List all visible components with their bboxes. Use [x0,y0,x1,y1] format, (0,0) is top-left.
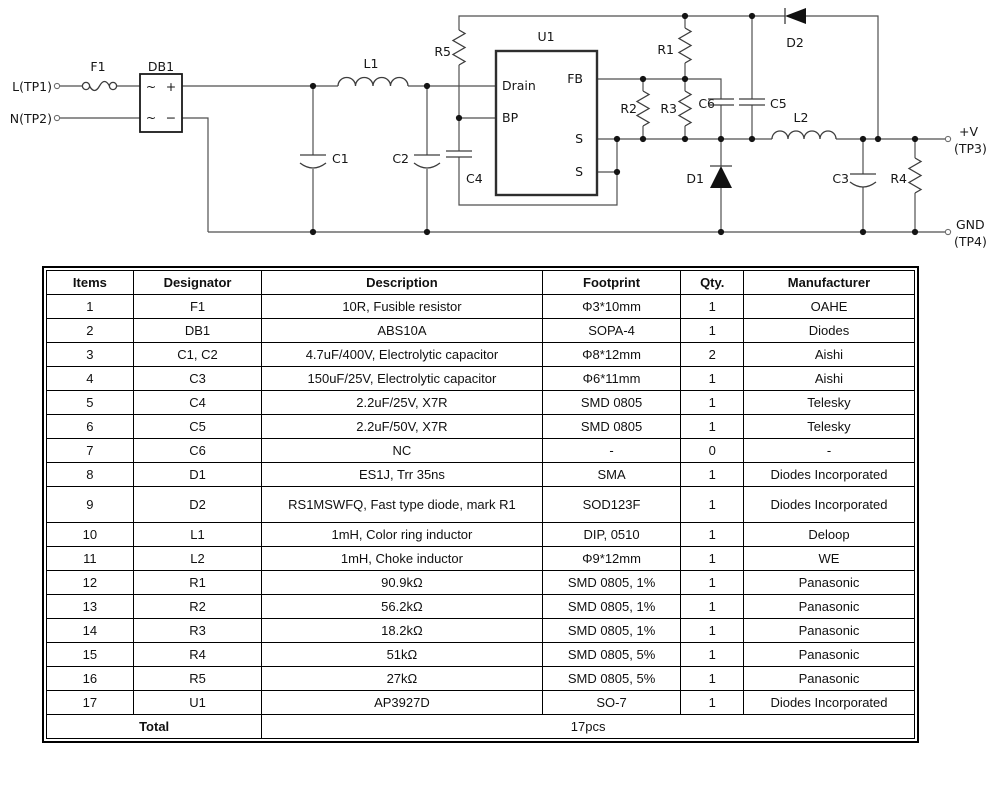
cell-description: 51kΩ [262,643,542,667]
resistor-r2-zigzag [637,91,649,126]
cell-footprint: SMD 0805 [542,391,681,415]
component-label-c2: C2 [392,151,409,166]
cell-manufacturer: Telesky [743,415,914,439]
resistor-r3-zigzag [679,91,691,126]
col-header-designator: Designator [133,271,261,295]
cell-designator: L1 [133,523,261,547]
cell-description: RS1MSWFQ, Fast type diode, mark R1 [262,487,542,523]
component-label-c4: C4 [466,171,483,186]
cell-qty: 1 [681,619,743,643]
fuse-element [90,82,110,91]
fuse-f1 [82,59,116,91]
cell-items: 5 [47,391,134,415]
cell-designator: C3 [133,367,261,391]
col-header-manufacturer: Manufacturer [743,271,914,295]
inductor-l1 [338,56,408,86]
pin-label-s2: S [575,164,583,179]
table-row [47,415,915,439]
cell-description: 2.2uF/25V, X7R [262,391,542,415]
cell-designator: D1 [133,463,261,487]
cell-items: 2 [47,319,134,343]
cell-description: NC [262,439,542,463]
cell-footprint: SOPA-4 [542,319,681,343]
cell-qty: 1 [681,595,743,619]
component-label-r5: R5 [434,44,451,59]
cell-footprint: SMD 0805, 1% [542,571,681,595]
cell-manufacturer: - [743,439,914,463]
bom-table-frame [42,266,919,743]
cell-designator: U1 [133,691,261,715]
component-label-c3: C3 [832,171,849,186]
cell-items: 11 [47,547,134,571]
cell-designator: C1, C2 [133,343,261,367]
cell-footprint: SMD 0805 [542,415,681,439]
component-label-r2: R2 [620,101,637,116]
cell-manufacturer: WE [743,547,914,571]
cell-footprint: DIP, 0510 [542,523,681,547]
d2-triangle [785,8,806,24]
cell-designator: R3 [133,619,261,643]
cell-manufacturer: Diodes Incorporated [743,691,914,715]
terminal-label-tp3: (TP3) [954,141,987,156]
component-label-c5: C5 [770,96,787,111]
cell-manufacturer: Panasonic [743,667,914,691]
table-row [47,295,915,319]
cell-qty: 1 [681,547,743,571]
cell-designator: R5 [133,667,261,691]
cell-designator: C4 [133,391,261,415]
component-label-d1: D1 [686,171,704,186]
cell-qty: 1 [681,319,743,343]
terminal-n-tp2 [54,115,59,120]
cell-manufacturer: Deloop [743,523,914,547]
cell-manufacturer: OAHE [743,295,914,319]
cell-items: 13 [47,595,134,619]
capacitor-c4 [446,151,483,186]
cell-footprint: SMD 0805, 1% [542,595,681,619]
terminal-gnd-tp4 [945,229,950,234]
resistor-r3 [660,91,691,126]
table-row [47,391,915,415]
cell-designator: C5 [133,415,261,439]
cell-manufacturer: Panasonic [743,643,914,667]
col-header-items: Items [47,271,134,295]
component-label-u1: U1 [537,29,555,44]
bom-header-row [47,271,915,295]
table-row [47,547,915,571]
cell-designator: R1 [133,571,261,595]
bridge-ac1-mark: ~ [145,79,157,94]
cell-footprint: SMD 0805, 5% [542,643,681,667]
col-header-footprint: Footprint [542,271,681,295]
cell-qty: 0 [681,439,743,463]
table-row [47,463,915,487]
cell-manufacturer: Panasonic [743,595,914,619]
fuse-terminal-right [109,82,116,89]
bridge-db1 [140,59,182,132]
cell-designator: R4 [133,643,261,667]
cell-qty: 1 [681,415,743,439]
cell-items: 4 [47,367,134,391]
cell-designator: F1 [133,295,261,319]
bom-table [46,270,915,739]
cell-designator: L2 [133,547,261,571]
cell-description: 56.2kΩ [262,595,542,619]
table-row [47,319,915,343]
circuit-schematic [0,0,998,260]
resistor-r2 [620,91,649,126]
terminal-l-tp1 [54,83,59,88]
cell-manufacturer: Diodes Incorporated [743,463,914,487]
cell-items: 8 [47,463,134,487]
cell-description: 1mH, Choke inductor [262,547,542,571]
resistor-r4 [890,158,921,193]
table-row [47,595,915,619]
d1-triangle [710,166,732,188]
col-header-qty: Qty. [681,271,743,295]
cell-items: 1 [47,295,134,319]
capacitor-c3 [832,171,876,187]
cell-manufacturer: Aishi [743,367,914,391]
ic-u1 [496,29,597,195]
cell-qty: 1 [681,295,743,319]
cell-description: 27kΩ [262,667,542,691]
terminal-label-l-tp1: L(TP1) [12,79,52,94]
c3-plate-bottom [850,182,876,187]
cell-qty: 1 [681,571,743,595]
component-label-r1: R1 [657,42,674,57]
bridge-plus-mark: + [165,79,177,94]
component-label-l2: L2 [793,110,809,125]
cell-qty: 1 [681,391,743,415]
cell-footprint: SOD123F [542,487,681,523]
pin-label-bp: BP [502,110,519,125]
terminal-label-vplus: +V [959,124,979,139]
component-label-d2: D2 [786,35,804,50]
c2-plate-bottom [414,163,440,168]
cell-items: 3 [47,343,134,367]
diode-d1 [686,166,732,188]
cell-description: 4.7uF/400V, Electrolytic capacitor [262,343,542,367]
capacitor-c1 [300,151,349,168]
resistor-r1-zigzag [679,28,691,63]
cell-manufacturer: Diodes [743,319,914,343]
cell-description: 2.2uF/50V, X7R [262,415,542,439]
table-row [47,523,915,547]
cell-footprint: Φ8*12mm [542,343,681,367]
bom-body [47,295,915,739]
cell-manufacturer: Telesky [743,391,914,415]
cell-items: 6 [47,415,134,439]
component-label-l1: L1 [363,56,379,71]
terminal-label-n-tp2: N(TP2) [9,111,52,126]
component-label-db1: DB1 [147,59,175,74]
table-row [47,691,915,715]
cell-items: 12 [47,571,134,595]
cell-items: 10 [47,523,134,547]
cell-description: AP3927D [262,691,542,715]
cell-qty: 1 [681,487,743,523]
pin-label-fb: FB [567,71,583,86]
table-row [47,667,915,691]
total-label: Total [47,715,262,739]
cell-items: 7 [47,439,134,463]
cell-description: 10R, Fusible resistor [262,295,542,319]
cell-footprint: - [542,439,681,463]
inductor-l1-coil [338,78,408,87]
inductor-l2 [772,110,836,139]
table-row [47,343,915,367]
capacitor-c6 [698,96,734,111]
inductor-l2-coil [772,131,836,139]
cell-manufacturer: Diodes Incorporated [743,487,914,523]
cell-footprint: SMD 0805, 1% [542,619,681,643]
cell-manufacturer: Panasonic [743,571,914,595]
cell-designator: R2 [133,595,261,619]
col-header-description: Description [262,271,542,295]
table-row [47,367,915,391]
cell-designator: DB1 [133,319,261,343]
cell-footprint: Φ6*11mm [542,367,681,391]
cell-description: 1mH, Color ring inductor [262,523,542,547]
cell-items: 15 [47,643,134,667]
cell-footprint: SMA [542,463,681,487]
cell-description: 90.9kΩ [262,571,542,595]
pin-label-drain: Drain [502,78,536,93]
cell-description: 18.2kΩ [262,619,542,643]
component-label-f1: F1 [90,59,106,74]
cell-qty: 1 [681,463,743,487]
diode-d2 [785,8,806,50]
terminal-label-gnd: GND [956,217,985,232]
terminal-label-tp4: (TP4) [954,234,987,249]
c1-plate-bottom [300,163,326,168]
cell-items: 17 [47,691,134,715]
cell-description: 150uF/25V, Electrolytic capacitor [262,367,542,391]
cell-description: ABS10A [262,319,542,343]
table-row [47,571,915,595]
table-row [47,643,915,667]
capacitor-c5 [739,96,787,111]
input-terminals [10,79,60,126]
resistor-r5 [434,30,465,65]
resistor-r1 [657,28,691,63]
resistor-r4-zigzag [909,158,921,193]
cell-qty: 1 [681,691,743,715]
cell-footprint: SMD 0805, 5% [542,667,681,691]
cell-qty: 1 [681,667,743,691]
cell-qty: 1 [681,643,743,667]
resistor-r5-zigzag [453,30,465,65]
bridge-ac2-mark: ~ [145,110,157,125]
terminal-v-tp3 [945,136,950,141]
cell-manufacturer: Aishi [743,343,914,367]
cell-footprint: Φ3*10mm [542,295,681,319]
cell-designator: C6 [133,439,261,463]
total-row [47,715,915,739]
fuse-terminal-left [82,82,89,89]
pin-label-s1: S [575,131,583,146]
cell-footprint: Φ9*12mm [542,547,681,571]
cell-footprint: SO-7 [542,691,681,715]
table-row [47,487,915,523]
component-label-r3: R3 [660,101,677,116]
component-label-r4: R4 [890,171,907,186]
component-label-c1: C1 [332,151,349,166]
cell-items: 16 [47,667,134,691]
cell-items: 9 [47,487,134,523]
bridge-minus-mark: − [165,110,177,125]
cell-description: ES1J, Trr 35ns [262,463,542,487]
capacitor-c2 [392,151,440,168]
cell-designator: D2 [133,487,261,523]
cell-manufacturer: Panasonic [743,619,914,643]
output-terminals [945,124,986,249]
cell-qty: 1 [681,367,743,391]
junction-dots [310,13,918,235]
component-label-c6: C6 [698,96,715,111]
cell-items: 14 [47,619,134,643]
table-row [47,439,915,463]
cell-qty: 1 [681,523,743,547]
table-row [47,619,915,643]
cell-qty: 2 [681,343,743,367]
total-value: 17pcs [262,715,915,739]
